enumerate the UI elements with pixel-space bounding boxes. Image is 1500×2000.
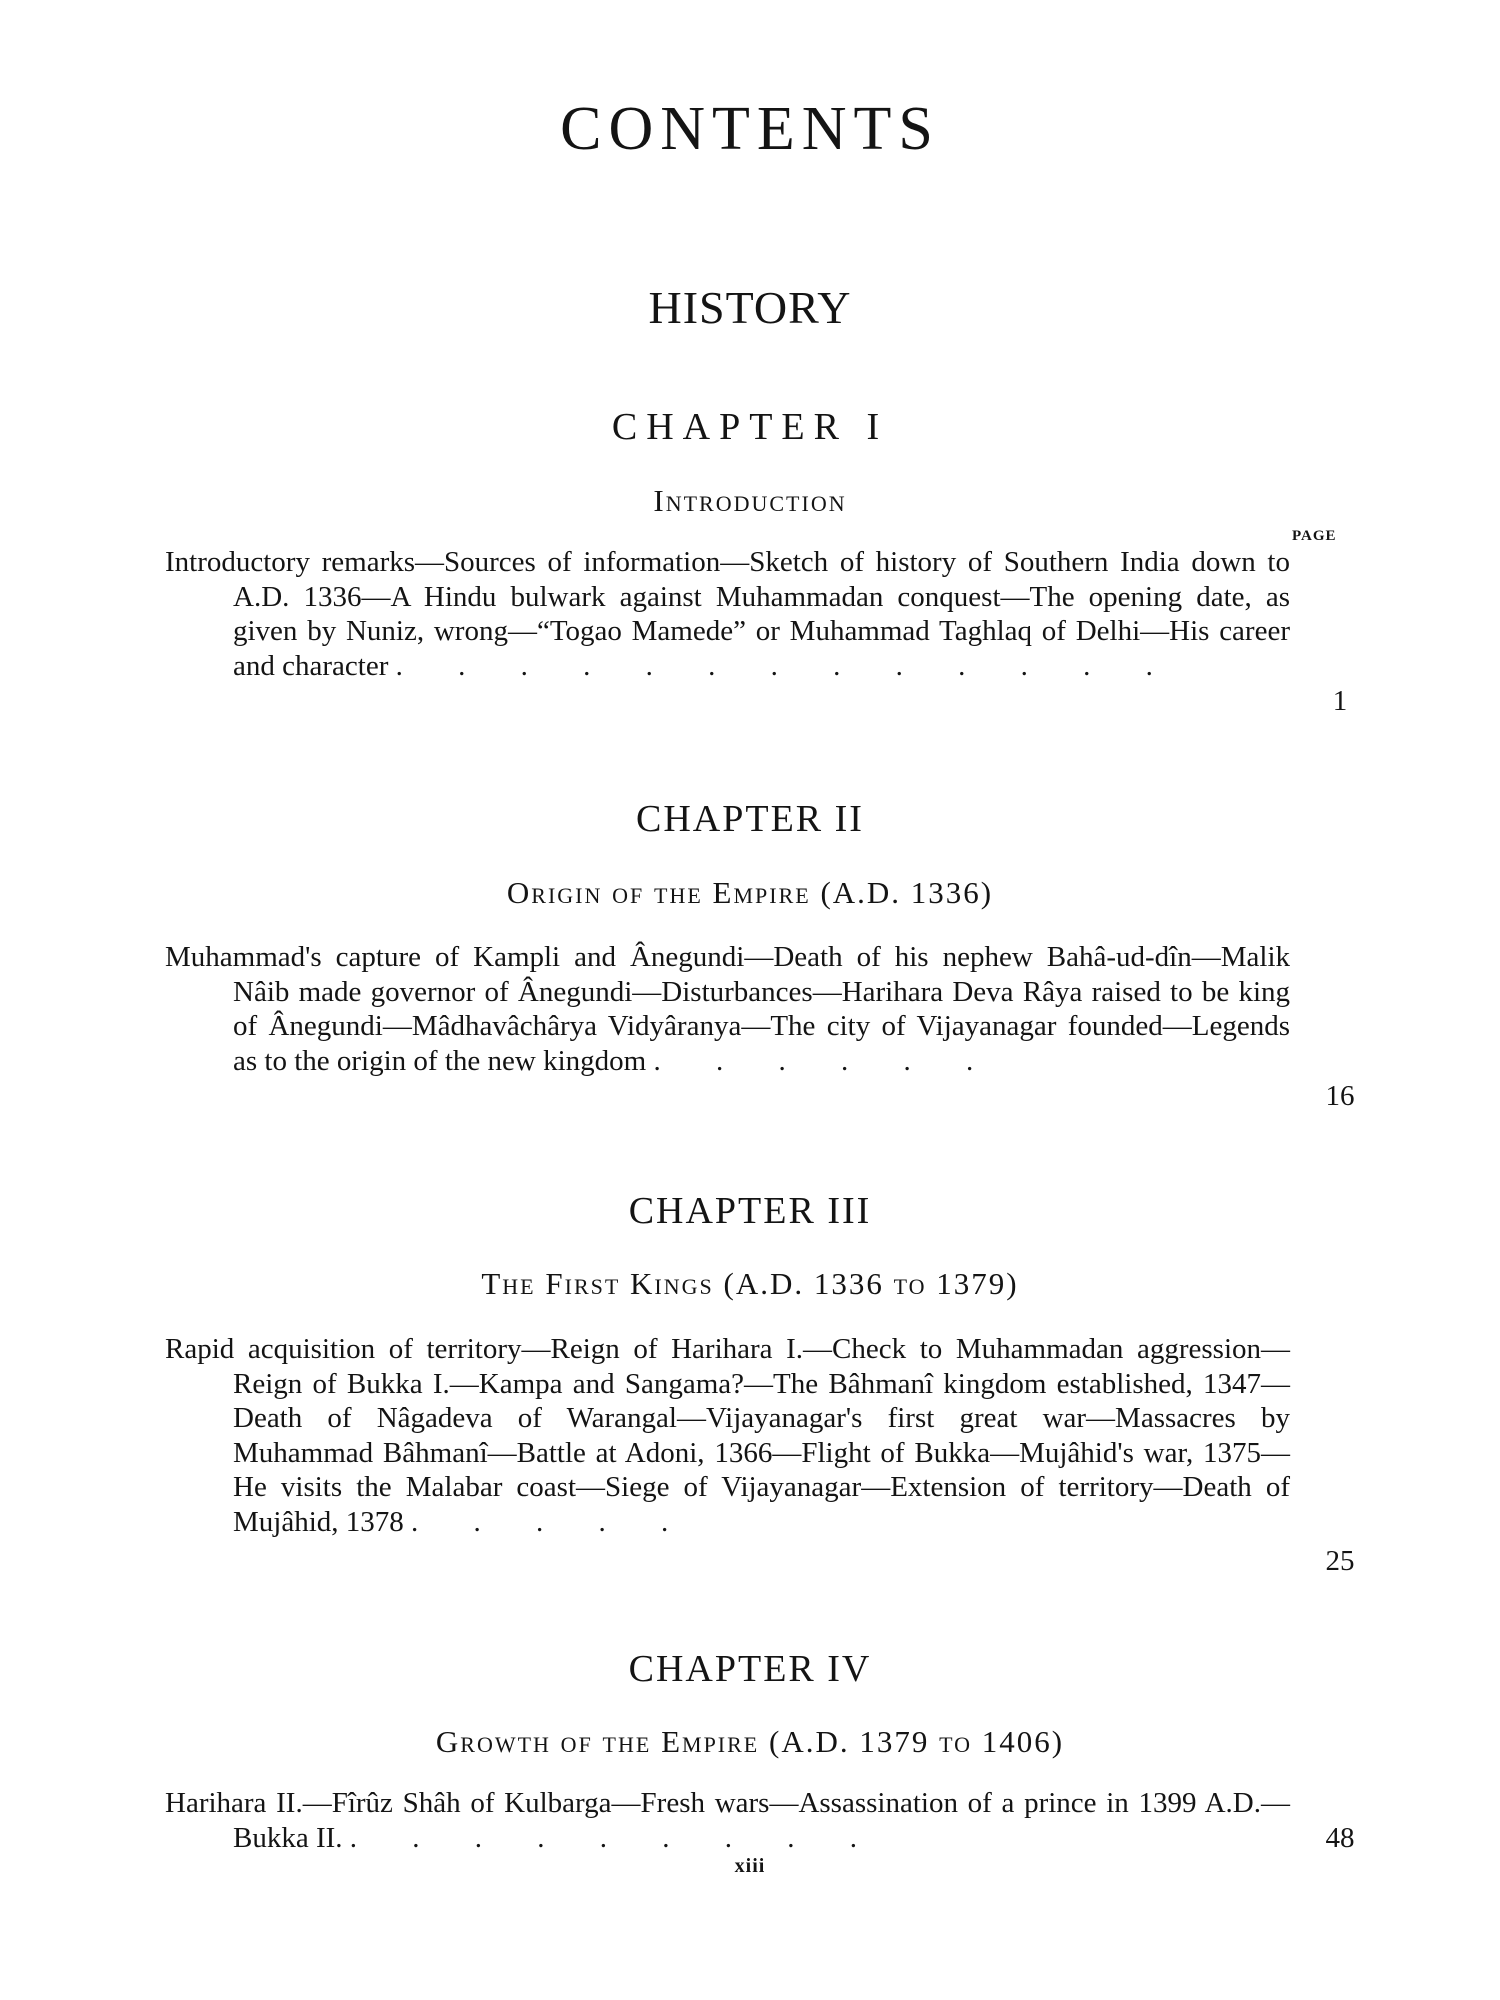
chapter-page-number: 16 — [1325, 1080, 1355, 1112]
chapter-summary-text: Rapid acquisition of territory—Reign of Harihara I.—Check to Muhammadan aggression—Reign of Bukka I.—Kampa and Sangama?—The Bâhmanî kingdom established, 1347—Death of Nâgadeva of Warangal—Vijayanagar's first great war—Massacres by Muhammad Bâhmanî—Battle at Adoni, 1366—Flight of Bukka—Mujâhid's war, 1375—He visits the Malabar coast—Siege of Vijayanagar—Extension of territory—Death of Mujâhid, 1378 — [165, 1333, 1290, 1538]
chapter-heading: CHAPTER I — [611, 406, 889, 448]
chapter-summary — [165, 940, 1290, 1078]
page-title: CONTENTS — [560, 95, 940, 163]
dot-leader: . . . . . — [411, 1505, 693, 1538]
chapter-summary — [165, 1786, 1290, 1855]
chapter-heading: CHAPTER IV — [628, 1648, 872, 1690]
chapter-heading: CHAPTER III — [628, 1190, 872, 1232]
chapter-subtitle: The First Kings (A.D. 1336 to 1379) — [481, 1266, 1019, 1301]
part-title: HISTORY — [648, 282, 852, 333]
chapter-summary-text: Introductory remarks—Sources of information—Sketch of history of Southern India down to A.D. 1336—A Hindu bulwark against Muhammadan conquest—The opening date, as given by Nuniz, wrong—“Togao Mamede” or Muhammad Taghlaq of Delhi—His career and character — [165, 546, 1290, 682]
chapter-page-number: 1 — [1332, 685, 1348, 717]
page-folio: xiii — [734, 1855, 766, 1877]
dot-leader: . . . . . . — [653, 1044, 998, 1077]
chapter-subtitle: Introduction — [653, 483, 847, 518]
chapter-subtitle: Origin of the Empire (A.D. 1336) — [506, 875, 994, 910]
chapter-summary-text: Harihara II.—Fîrûz Shâh of Kulbarga—Fresh wars—Assassination of a prince in 1399 A.D.—Bukka II. — [165, 1787, 1290, 1854]
chapter-summary-text: Muhammad's capture of Kampli and Ânegundi—Death of his nephew Bahâ-ud-dîn—Malik Nâib made governor of Ânegundi—Disturbances—Harihara Deva Râya raised to be king of Ânegundi—Mâdhavâchârya Vidyâranya—The city of Vijayanagar founded—Legends as to the origin of the new kingdom — [165, 941, 1290, 1077]
chapter-summary — [165, 1332, 1290, 1539]
chapter-page-number: 48 — [1325, 1822, 1355, 1854]
chapter-summary — [165, 545, 1290, 683]
chapter-heading: CHAPTER II — [636, 798, 864, 840]
chapter-page-number: 25 — [1325, 1545, 1355, 1577]
dot-leader: . . . . . . . . . — [349, 1821, 882, 1854]
chapter-subtitle: Growth of the Empire (A.D. 1379 to 1406) — [435, 1724, 1065, 1759]
page-column-label: PAGE — [1292, 528, 1337, 544]
dot-leader: . . . . . . . . . . . . . — [395, 649, 1177, 682]
